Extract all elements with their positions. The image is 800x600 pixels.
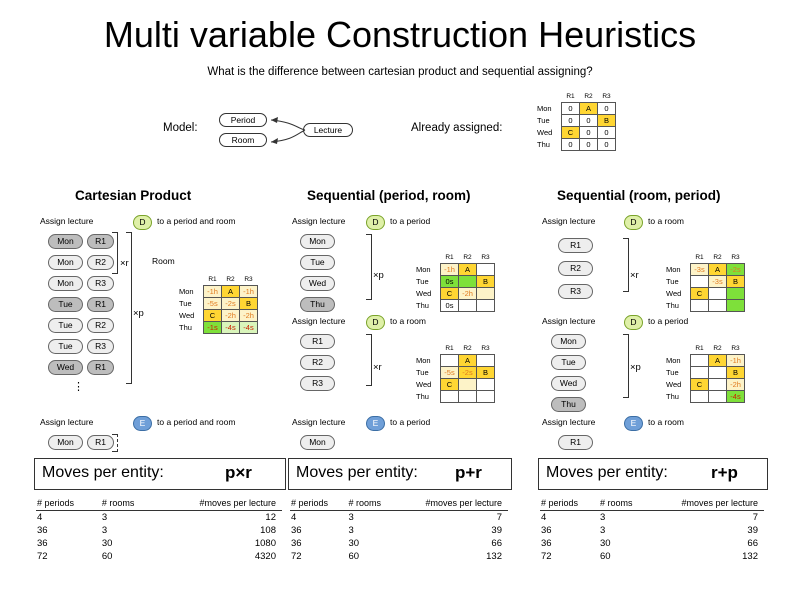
col1-grid-title: Room xyxy=(152,256,175,266)
col1-cell[interactable]: B xyxy=(240,298,258,310)
col3-assign-d-target: to a room xyxy=(648,216,684,226)
col3-g1-cell[interactable]: C xyxy=(691,288,709,300)
col1-col-header: R2 xyxy=(226,276,235,283)
col1-pair-e-period[interactable]: Mon xyxy=(48,435,83,450)
col3-bracket-r xyxy=(623,238,629,292)
col2-g1-row-header: Thu xyxy=(416,301,429,310)
col1-bracket-r xyxy=(112,232,118,274)
col2-g2-cell[interactable]: -2s xyxy=(459,367,477,379)
col2-row xyxy=(290,524,508,537)
col1-cell: 4 xyxy=(37,512,43,523)
already-assigned-row-header: Thu xyxy=(537,140,550,149)
col3-token-e[interactable]: E xyxy=(624,416,643,431)
col1-pair-e-room[interactable]: R1 xyxy=(87,435,114,450)
col1-row-header: Mon xyxy=(179,287,194,296)
col2-g1-cell[interactable]: B xyxy=(477,276,495,288)
already-assigned-row xyxy=(536,103,616,115)
col2-grid-room xyxy=(415,343,495,403)
col2-cell: 3 xyxy=(348,512,354,523)
col2-period-item[interactable]: Mon xyxy=(300,234,335,249)
col2-g2-row-header: Wed xyxy=(416,380,432,389)
col3-header: #moves per lecture xyxy=(652,498,764,511)
col2-g1-cell[interactable]: -1h xyxy=(441,264,459,276)
col2-g1-cell[interactable] xyxy=(459,300,477,312)
col2-g2-col-header: R2 xyxy=(463,345,472,352)
col1-row xyxy=(36,511,282,525)
col3-cell: 30 xyxy=(600,538,611,549)
col1-cell: 4320 xyxy=(254,551,276,562)
col1-pair-period[interactable]: Tue xyxy=(48,339,83,354)
col3-token-d2[interactable]: D xyxy=(624,315,643,330)
col1-pair-room[interactable]: R2 xyxy=(87,255,114,270)
col1-cell: 30 xyxy=(101,538,113,549)
col1-vertical-dots: ⋮ xyxy=(73,381,84,393)
col3-period-item[interactable]: Mon xyxy=(551,334,586,349)
col3-g1-col-header: R3 xyxy=(731,254,740,261)
col2-g2-row xyxy=(415,367,495,379)
col2-cell: 4 xyxy=(291,512,297,523)
col1-pair-room[interactable]: R3 xyxy=(87,339,114,354)
col1-assign-e-target: to a period and room xyxy=(157,417,236,427)
col3-cell: 66 xyxy=(747,538,758,549)
col3-g1-col-header: R2 xyxy=(713,254,722,261)
col2-assign-e-label: Assign lecture xyxy=(292,417,346,427)
col2-row xyxy=(290,537,508,550)
col3-g2-col-header: R2 xyxy=(713,345,722,352)
col1-cell[interactable]: -5s xyxy=(204,298,222,310)
col2-g1-cell[interactable]: -2h xyxy=(459,288,477,300)
col1-mult-p: ×p xyxy=(133,308,144,319)
col3-assign-d-label: Assign lecture xyxy=(542,216,596,226)
col2-mult-r: ×r xyxy=(373,362,382,373)
col1-token-e[interactable]: E xyxy=(133,416,152,431)
col1-token-d[interactable]: D xyxy=(133,215,152,230)
col2-cell: 36 xyxy=(291,538,302,549)
col2-cell: 30 xyxy=(348,538,360,549)
col3-g1-row-header: Mon xyxy=(666,265,681,274)
col1-assign-d-label: Assign lecture xyxy=(40,216,94,226)
col2-moves-label: Moves per entity: xyxy=(296,464,418,481)
col2-g1-col-header: R2 xyxy=(463,254,472,261)
already-assigned-cell[interactable]: 0 xyxy=(598,127,616,139)
col2-g1-cell[interactable]: 0s xyxy=(441,300,459,312)
model-room-box: Room xyxy=(219,133,267,147)
col2-g1-cell[interactable] xyxy=(477,264,495,276)
col2-bracket-r xyxy=(366,334,372,386)
col2-g1-row xyxy=(415,276,495,288)
model-lecture-box: Lecture xyxy=(303,123,353,137)
col3-g1-row-header: Thu xyxy=(666,301,679,310)
col3-g1-cell[interactable] xyxy=(727,300,745,312)
col3-g1-cell[interactable]: A xyxy=(709,264,727,276)
already-assigned-grid xyxy=(536,91,616,151)
col1-header: # rooms xyxy=(101,498,159,511)
col2-g2-cell[interactable] xyxy=(459,379,477,391)
col3-grid-room xyxy=(665,252,745,312)
col1-pair-period[interactable]: Mon xyxy=(48,234,83,249)
col3-cell: 60 xyxy=(600,551,611,562)
col3-cell: 36 xyxy=(541,525,552,536)
col3-g2-row-header: Thu xyxy=(666,392,679,401)
col3-period-item[interactable]: Thu xyxy=(551,397,586,412)
col3-row xyxy=(540,524,764,537)
col3-g1-row xyxy=(665,300,745,312)
model-arrows xyxy=(263,110,307,154)
col1-cell[interactable]: -4s xyxy=(222,322,240,334)
col1-bracket-p xyxy=(126,232,132,384)
col3-g2-cell[interactable]: -2h xyxy=(727,379,745,391)
already-assigned-cell[interactable]: 0 xyxy=(580,127,598,139)
col2-g2-row xyxy=(415,379,495,391)
col1-cell[interactable]: -4s xyxy=(240,322,258,334)
model-period-box: Period xyxy=(219,113,267,127)
col1-cell: 1080 xyxy=(254,538,276,549)
col1-formula: p×r xyxy=(225,463,252,482)
col3-room-item[interactable]: R2 xyxy=(558,261,593,276)
col1-cell: 60 xyxy=(101,551,113,562)
col3-cell: 39 xyxy=(747,525,758,536)
col1-cell[interactable]: -1h xyxy=(204,286,222,298)
col1-pair-period[interactable]: Wed xyxy=(48,360,83,375)
col3-formula: r+p xyxy=(711,463,738,482)
col2-g2-cell[interactable] xyxy=(441,355,459,367)
col3-moves-box xyxy=(538,458,768,490)
col1-row xyxy=(36,524,282,537)
col1-moves-box xyxy=(34,458,286,490)
col1-cell: 36 xyxy=(37,525,48,536)
col2-row xyxy=(290,511,508,525)
col3-g1-row xyxy=(665,276,745,288)
col3-g2-cell[interactable] xyxy=(691,355,709,367)
col2-g2-row-header: Thu xyxy=(416,392,429,401)
col2-g1-cell[interactable]: 0s xyxy=(441,276,459,288)
col3-header: # periods xyxy=(540,498,599,511)
col1-heading: Cartesian Product xyxy=(75,188,192,203)
col1-grid xyxy=(178,274,258,334)
col3-g1-cell[interactable] xyxy=(709,300,727,312)
col2-g1-cell[interactable]: C xyxy=(441,288,459,300)
col3-header: # rooms xyxy=(599,498,652,511)
col3-row xyxy=(540,511,764,525)
col1-row-header: Tue xyxy=(179,299,192,308)
col1-cell: 3 xyxy=(101,525,108,536)
col3-g1-row xyxy=(665,288,745,300)
already-assigned-cell[interactable]: A xyxy=(580,103,598,115)
col1-col-header: R3 xyxy=(244,276,253,283)
col1-assign-e-label: Assign lecture xyxy=(40,417,94,427)
col2-g2-col-header: R1 xyxy=(445,345,454,352)
col2-g2-cell[interactable] xyxy=(459,391,477,403)
col2-g2-cell[interactable]: B xyxy=(477,367,495,379)
col1-cell[interactable]: A xyxy=(222,286,240,298)
col3-moves-label: Moves per entity: xyxy=(546,464,668,481)
col3-g2-cell[interactable] xyxy=(709,391,727,403)
col2-assign-d2-label: Assign lecture xyxy=(292,316,346,326)
col2-row xyxy=(290,550,508,563)
col2-cell: 60 xyxy=(348,551,360,562)
col3-g2-cell[interactable]: -4s xyxy=(727,391,745,403)
col3-g1-row xyxy=(665,264,745,276)
already-assigned-label: Already assigned: xyxy=(411,122,503,134)
col2-assign-e-target: to a period xyxy=(390,417,431,427)
already-assigned-cell[interactable]: 0 xyxy=(562,103,580,115)
col2-grid-period xyxy=(415,252,495,312)
col1-header: #moves per lecture xyxy=(159,498,282,511)
col2-cell: 3 xyxy=(348,525,354,536)
col2-g2-row-header: Tue xyxy=(416,368,429,377)
col3-room-item[interactable]: R1 xyxy=(558,238,593,253)
already-assigned-col-header: R3 xyxy=(602,93,611,100)
col2-g1-col-header: R1 xyxy=(445,254,454,261)
col3-g1-row-header: Tue xyxy=(666,277,679,286)
col3-g1-cell[interactable]: B xyxy=(727,276,745,288)
already-assigned-row xyxy=(536,127,616,139)
col2-g1-row xyxy=(415,300,495,312)
col3-g1-cell[interactable]: -3s xyxy=(709,276,727,288)
col2-g2-cell[interactable]: A xyxy=(459,355,477,367)
col3-g2-row-header: Wed xyxy=(666,380,682,389)
already-assigned-cell[interactable]: 0 xyxy=(580,139,598,151)
col1-row xyxy=(178,322,258,334)
already-assigned-cell[interactable]: B xyxy=(598,115,616,127)
col1-pair-period[interactable]: Tue xyxy=(48,297,83,312)
already-assigned-cell[interactable]: 0 xyxy=(562,115,580,127)
already-assigned-col-header: R2 xyxy=(584,93,593,100)
col3-g2-cell[interactable]: -1h xyxy=(727,355,745,367)
col3-g2-cell[interactable]: B xyxy=(727,367,745,379)
col2-g1-cell[interactable]: A xyxy=(459,264,477,276)
col1-bracket-e xyxy=(112,434,118,452)
col3-g2-row xyxy=(665,367,745,379)
col2-header: #moves per lecture xyxy=(399,498,508,511)
col3-g2-row-header: Mon xyxy=(666,356,681,365)
col2-table xyxy=(290,498,508,563)
col3-g1-row-header: Wed xyxy=(666,289,682,298)
col1-cell: 72 xyxy=(37,551,48,562)
col1-cell[interactable]: -2s xyxy=(222,298,240,310)
col2-g1-row xyxy=(415,264,495,276)
col3-g2-col-header: R1 xyxy=(695,345,704,352)
col2-g1-row-header: Tue xyxy=(416,277,429,286)
col2-g2-row xyxy=(415,355,495,367)
col3-g2-row xyxy=(665,391,745,403)
col1-cell[interactable]: C xyxy=(204,310,222,322)
col3-g2-row xyxy=(665,379,745,391)
col2-g2-cell[interactable]: C xyxy=(441,379,459,391)
col1-row-header: Thu xyxy=(179,323,192,332)
col1-table xyxy=(36,498,282,563)
col2-room-item[interactable]: R1 xyxy=(300,334,335,349)
col2-g1-cell[interactable] xyxy=(459,276,477,288)
col3-assign-d2-label: Assign lecture xyxy=(542,316,596,326)
col3-cell: 132 xyxy=(742,551,758,562)
col3-assign-d2-target: to a period xyxy=(648,316,689,326)
col2-room-item[interactable]: R3 xyxy=(300,376,335,391)
col2-cell: 39 xyxy=(491,525,502,536)
col1-row xyxy=(36,550,282,563)
col3-g1-cell[interactable] xyxy=(691,276,709,288)
col3-g2-cell[interactable] xyxy=(691,391,709,403)
col3-token-d[interactable]: D xyxy=(624,215,643,230)
col2-period-item[interactable]: Thu xyxy=(300,297,335,312)
col2-room-item[interactable]: R2 xyxy=(300,355,335,370)
col3-heading: Sequential (room, period) xyxy=(557,188,721,203)
col2-moves-box xyxy=(288,458,512,490)
col1-pair-period[interactable]: Tue xyxy=(48,318,83,333)
col2-token-d2[interactable]: D xyxy=(366,315,385,330)
already-assigned-cell[interactable]: 0 xyxy=(580,115,598,127)
col2-g1-cell[interactable] xyxy=(477,288,495,300)
col3-g1-cell[interactable]: -2s xyxy=(727,264,745,276)
col2-mult-p: ×p xyxy=(373,270,384,281)
already-assigned-row xyxy=(536,139,616,151)
col3-row xyxy=(540,537,764,550)
col3-cell: 3 xyxy=(600,525,606,536)
col2-g1-cell[interactable] xyxy=(477,300,495,312)
col3-grid-period xyxy=(665,343,745,403)
col1-cell: 12 xyxy=(265,512,276,523)
already-assigned-cell[interactable]: 0 xyxy=(562,139,580,151)
col2-g1-row-header: Wed xyxy=(416,289,432,298)
col1-pair-room[interactable]: R1 xyxy=(87,297,114,312)
col2-period-item[interactable]: Tue xyxy=(300,255,335,270)
col2-cell: 36 xyxy=(291,525,302,536)
col3-table xyxy=(540,498,764,563)
col3-g1-cell[interactable]: -3s xyxy=(691,264,709,276)
col3-g2-row-header: Tue xyxy=(666,368,679,377)
col2-token-e[interactable]: E xyxy=(366,416,385,431)
col3-period-item[interactable]: Tue xyxy=(551,355,586,370)
col2-header: # rooms xyxy=(347,498,399,511)
col3-g2-cell[interactable]: A xyxy=(709,355,727,367)
col2-g2-row-header: Mon xyxy=(416,356,431,365)
already-assigned-row-header: Wed xyxy=(537,128,553,137)
col1-cell[interactable]: -2h xyxy=(222,310,240,322)
col1-row xyxy=(178,286,258,298)
col3-g1-col-header: R1 xyxy=(695,254,704,261)
col1-cell: 36 xyxy=(37,538,48,549)
col3-room-item[interactable]: R3 xyxy=(558,284,593,299)
page-subtitle: What is the difference between cartesian product and sequential assigning? xyxy=(207,66,593,78)
col2-g1-col-header: R3 xyxy=(481,254,490,261)
col3-g2-cell[interactable] xyxy=(709,379,727,391)
already-assigned-cell[interactable]: 0 xyxy=(598,139,616,151)
col2-g2-cell[interactable] xyxy=(477,391,495,403)
col2-g1-row xyxy=(415,288,495,300)
col1-assign-d-target: to a period and room xyxy=(157,216,236,226)
col3-g2-cell[interactable] xyxy=(691,367,709,379)
col2-g2-cell[interactable] xyxy=(441,391,459,403)
col2-assign-d-label: Assign lecture xyxy=(292,216,346,226)
col3-cell: 3 xyxy=(600,512,606,523)
col1-cell[interactable]: -2h xyxy=(240,310,258,322)
col1-row xyxy=(178,310,258,322)
already-assigned-cell[interactable]: C xyxy=(562,127,580,139)
already-assigned-cell[interactable]: 0 xyxy=(598,103,616,115)
col3-g1-cell[interactable] xyxy=(691,300,709,312)
col2-token-d[interactable]: D xyxy=(366,215,385,230)
col1-pair-room[interactable]: R2 xyxy=(87,318,114,333)
col1-pair-room[interactable]: R1 xyxy=(87,234,114,249)
col3-cell: 36 xyxy=(541,538,552,549)
col1-col-header: R1 xyxy=(208,276,217,283)
col3-cell: 72 xyxy=(541,551,552,562)
col2-cell: 132 xyxy=(486,551,502,562)
already-assigned-row-header: Mon xyxy=(537,104,552,113)
col1-header: # periods xyxy=(36,498,101,511)
col3-g2-row xyxy=(665,355,745,367)
col1-cell: 3 xyxy=(101,512,108,523)
col3-g2-cell[interactable]: C xyxy=(691,379,709,391)
col2-g2-cell[interactable] xyxy=(477,379,495,391)
col1-pair-period[interactable]: Mon xyxy=(48,255,83,270)
col1-row xyxy=(178,298,258,310)
already-assigned-row-header: Tue xyxy=(537,116,550,125)
col3-bracket-p xyxy=(623,334,629,398)
col1-row-header: Wed xyxy=(179,311,195,320)
col2-g2-cell[interactable] xyxy=(477,355,495,367)
col3-g2-cell[interactable] xyxy=(709,367,727,379)
col3-assign-e-label: Assign lecture xyxy=(542,417,596,427)
col1-mult-r: ×r xyxy=(120,258,129,269)
col3-mult-r: ×r xyxy=(630,270,639,281)
col1-pair-room[interactable]: R1 xyxy=(87,360,114,375)
col2-cell: 7 xyxy=(496,512,502,523)
col2-g2-col-header: R3 xyxy=(481,345,490,352)
col2-assign-d-target: to a period xyxy=(390,216,431,226)
col2-cell: 72 xyxy=(291,551,302,562)
col2-assign-d2-target: to a room xyxy=(390,316,426,326)
col3-g2-col-header: R3 xyxy=(731,345,740,352)
col2-formula: p+r xyxy=(455,463,482,482)
already-assigned-row xyxy=(536,115,616,127)
col1-row xyxy=(36,537,282,550)
col1-pair-room[interactable]: R3 xyxy=(87,276,114,291)
col1-moves-label: Moves per entity: xyxy=(42,464,164,481)
col3-room-e-item[interactable]: R1 xyxy=(558,435,593,450)
col3-cell: 4 xyxy=(541,512,547,523)
col1-cell[interactable]: -1h xyxy=(240,286,258,298)
col2-g2-row xyxy=(415,391,495,403)
col3-cell: 7 xyxy=(752,512,758,523)
col2-period-item[interactable]: Wed xyxy=(300,276,335,291)
col2-g2-cell[interactable]: -5s xyxy=(441,367,459,379)
model-label: Model: xyxy=(163,122,198,134)
col3-mult-p: ×p xyxy=(630,362,641,373)
page-title: Multi variable Construction Heuristics xyxy=(103,14,697,55)
col2-header: # periods xyxy=(290,498,347,511)
col1-pair-period[interactable]: Mon xyxy=(48,276,83,291)
col2-bracket-p xyxy=(366,234,372,300)
col3-row xyxy=(540,550,764,563)
col1-cell[interactable]: -1s xyxy=(204,322,222,334)
col2-cell: 66 xyxy=(491,538,502,549)
already-assigned-col-header: R1 xyxy=(566,93,575,100)
col3-period-item[interactable]: Wed xyxy=(551,376,586,391)
col2-period-e-item[interactable]: Mon xyxy=(300,435,335,450)
col2-heading: Sequential (period, room) xyxy=(307,188,471,203)
col3-assign-e-target: to a room xyxy=(648,417,684,427)
col2-g1-row-header: Mon xyxy=(416,265,431,274)
col3-g1-cell[interactable] xyxy=(709,288,727,300)
col1-cell: 108 xyxy=(260,525,276,536)
col3-g1-cell[interactable] xyxy=(727,288,745,300)
